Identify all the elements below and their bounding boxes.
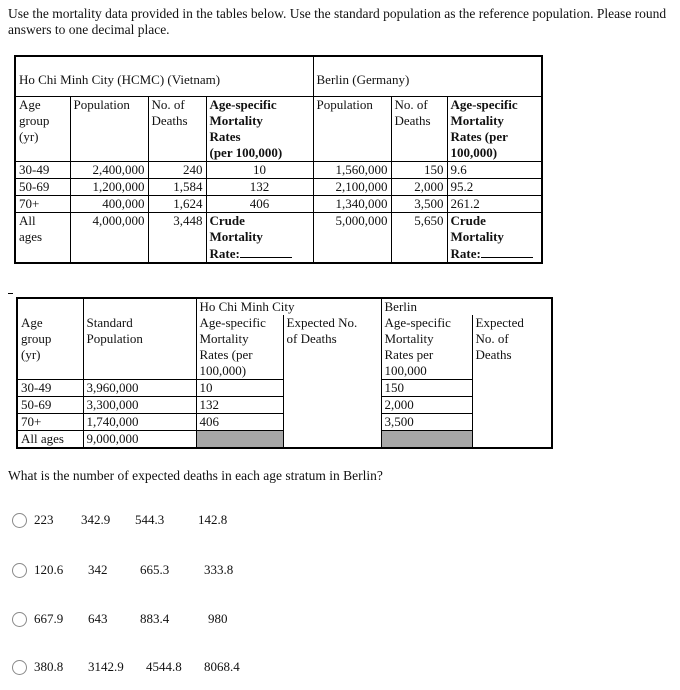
berlin-title: Berlin bbox=[384, 299, 417, 314]
table-row: 50-69 3,300,000 132 2,000 bbox=[17, 397, 552, 414]
mortality-data-table bbox=[14, 55, 543, 264]
header-berlin-rates: Age-specific Mortality Rates (per 100,000) bbox=[447, 97, 542, 162]
standard-population-table bbox=[16, 297, 553, 449]
hcmc-title: Ho Chi Minh City bbox=[199, 299, 295, 314]
table-row: 70+ 1,740,000 406 3,500 bbox=[17, 414, 552, 431]
shaded-cell bbox=[381, 431, 472, 449]
table-row-all-ages: All ages 9,000,000 bbox=[17, 431, 552, 449]
header-berlin-deaths: No. of Deaths bbox=[391, 97, 447, 162]
radio-button[interactable] bbox=[12, 513, 27, 528]
header-standard-population: Standard Population bbox=[86, 315, 143, 346]
shaded-cell bbox=[196, 431, 283, 449]
question-text: What is the number of expected deaths in each age stratum in Berlin? bbox=[8, 468, 383, 483]
berlin-crude-blank bbox=[481, 245, 533, 258]
header-hcmc-rates: Age-specific Mortality Rates (per 100,000) bbox=[206, 97, 313, 162]
answer-option-1[interactable]: 223 342.9 544.3 142.8 bbox=[12, 510, 227, 530]
berlin-crude-rate: Crude Mortality Rate: bbox=[447, 213, 542, 264]
header-age-group: Age group (yr) bbox=[15, 97, 70, 162]
header-hcmc-expected: Expected No. of Deaths bbox=[286, 315, 358, 346]
answer-option-4[interactable]: 380.8 3142.9 4544.8 8068.4 bbox=[12, 657, 240, 677]
radio-button[interactable] bbox=[12, 660, 27, 675]
table-row: 50-69 1,200,000 1,584 132 2,100,000 2,000 95.2 bbox=[15, 179, 542, 196]
header-berlin-rates: Age-specific Mortality Rates per 100,000 bbox=[382, 315, 473, 379]
header-hcmc-population: Population bbox=[70, 97, 148, 162]
divider-dash bbox=[8, 293, 13, 294]
hcmc-crude-rate: Crude Mortality Rate: bbox=[206, 213, 313, 264]
hcmc-title: Ho Chi Minh City (HCMC) (Vietnam) bbox=[15, 56, 313, 97]
hcmc-crude-blank bbox=[240, 245, 292, 258]
header-hcmc-rates: Age-specific Mortality Rates (per 100,000) bbox=[197, 315, 284, 379]
radio-button[interactable] bbox=[12, 612, 27, 627]
table-row-all-ages: All ages 4,000,000 3,448 Crude Mortality Rate: 5,000,000 5,650 Crude Mortality Rate: bbox=[15, 213, 542, 264]
table-row: 30-49 3,960,000 10 150 bbox=[17, 380, 552, 397]
table-row: 70+ 400,000 1,624 406 1,340,000 3,500 261.2 bbox=[15, 196, 542, 213]
header-hcmc-deaths: No. of Deaths bbox=[148, 97, 206, 162]
instructions: Use the mortality data provided in the tables below. Use the standard population as the reference population. Please round answers to one decimal place. bbox=[8, 6, 667, 37]
header-age-group: Age group (yr) bbox=[21, 315, 52, 362]
table-row: 30-49 2,400,000 240 10 1,560,000 150 9.6 bbox=[15, 162, 542, 179]
radio-button[interactable] bbox=[12, 563, 27, 578]
header-berlin-population: Population bbox=[313, 97, 391, 162]
answer-option-2[interactable]: 120.6 342 665.3 333.8 bbox=[12, 560, 233, 580]
berlin-title: Berlin (Germany) bbox=[313, 56, 542, 97]
answer-option-3[interactable]: 667.9 643 883.4 980 bbox=[12, 609, 228, 629]
header-berlin-expected: Expected No. of Deaths bbox=[475, 315, 524, 362]
